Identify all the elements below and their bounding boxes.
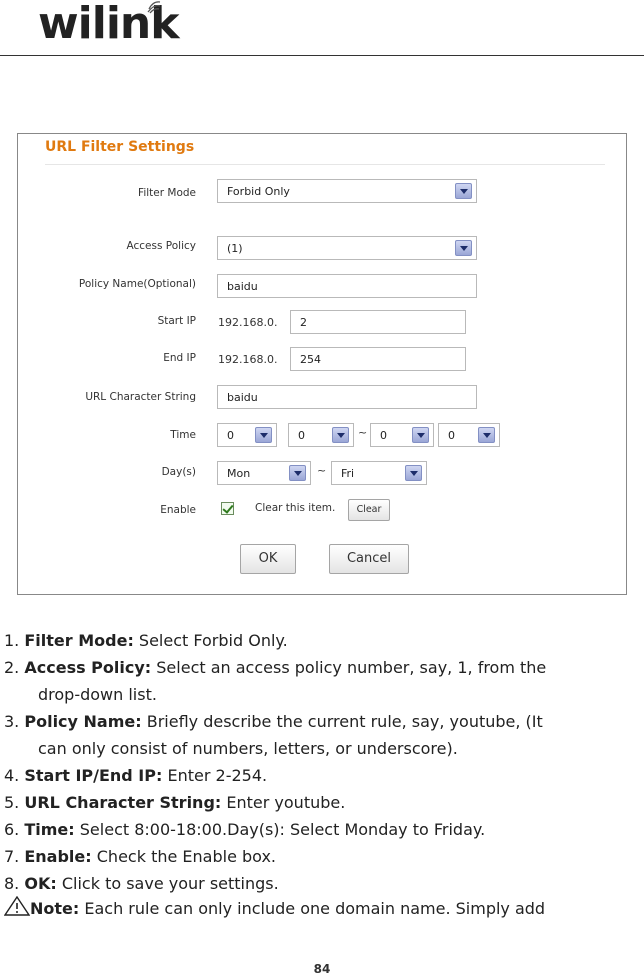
- chevron-down-icon: [455, 183, 472, 199]
- chevron-down-icon: [405, 465, 422, 481]
- page-header: [0, 0, 644, 56]
- access-policy-label: Access Policy: [126, 240, 196, 252]
- start-hour-select[interactable]: [217, 423, 277, 447]
- step-6: [4, 816, 640, 843]
- end-minute-value: 0: [448, 429, 455, 442]
- step-7: [4, 843, 640, 870]
- start-ip-prefix: 192.168.0.: [218, 316, 278, 329]
- brand-logo: wilink: [38, 0, 179, 49]
- chevron-down-icon: [289, 465, 306, 481]
- step-1: [4, 627, 640, 654]
- step-5: [4, 789, 640, 816]
- step-term: Policy Name:: [24, 712, 142, 731]
- chevron-down-icon: [412, 427, 429, 443]
- end-minute-select[interactable]: [438, 423, 500, 447]
- cancel-button[interactable]: Cancel: [329, 544, 409, 574]
- step-number: 4.: [4, 766, 20, 785]
- step-number: 7.: [4, 847, 20, 866]
- signal-wave-icon: [146, 0, 162, 14]
- step-text: Select an access policy number, say, 1, from the: [151, 658, 547, 677]
- access-policy-select[interactable]: [217, 236, 477, 260]
- day-range-separator: ~: [317, 464, 327, 477]
- step-term: Enable:: [24, 847, 92, 866]
- note-line: [4, 896, 545, 918]
- enable-checkbox[interactable]: [221, 502, 234, 515]
- end-ip-input[interactable]: 254: [290, 347, 466, 371]
- step-text: Briefly describe the current rule, say, youtube, (It: [141, 712, 543, 731]
- clear-item-label: Clear this item.: [255, 502, 336, 514]
- filter-mode-value: Forbid Only: [227, 185, 290, 198]
- step-term: Start IP/End IP:: [24, 766, 163, 785]
- url-string-label: URL Character String: [85, 391, 196, 403]
- start-ip-input[interactable]: 2: [290, 310, 466, 334]
- chevron-down-icon: [478, 427, 495, 443]
- start-minute-select[interactable]: [288, 423, 354, 447]
- step-continuation: can only consist of numbers, letters, or underscore).: [38, 739, 458, 758]
- policy-name-label: Policy Name(Optional): [78, 278, 196, 290]
- step-3: [4, 708, 640, 762]
- chevron-down-icon: [332, 427, 349, 443]
- filter-mode-select[interactable]: [217, 179, 477, 203]
- step-term: Access Policy:: [24, 658, 152, 677]
- step-number: 3.: [4, 712, 20, 731]
- note-text: Each rule can only include one domain name. Simply add: [79, 899, 546, 918]
- access-policy-value: (1): [227, 242, 243, 255]
- panel-title: URL Filter Settings: [45, 139, 195, 155]
- title-divider: [45, 164, 605, 165]
- filter-mode-label: Filter Mode: [138, 187, 196, 199]
- step-number: 6.: [4, 820, 20, 839]
- step-continuation: drop-down list.: [38, 685, 157, 704]
- step-term: URL Character String:: [24, 793, 222, 812]
- step-text: Enter 2-254.: [162, 766, 268, 785]
- step-text: Enter youtube.: [221, 793, 346, 812]
- step-text: Select Forbid Only.: [133, 631, 288, 650]
- step-8: [4, 870, 640, 897]
- step-number: 8.: [4, 874, 20, 893]
- start-hour-value: 0: [227, 429, 234, 442]
- clear-button[interactable]: Clear: [348, 499, 390, 521]
- end-hour-value: 0: [380, 429, 387, 442]
- time-range-separator: ~: [358, 426, 368, 439]
- day-to-select[interactable]: [331, 461, 427, 485]
- url-filter-screenshot: [17, 133, 627, 595]
- step-text: Click to save your settings.: [56, 874, 279, 893]
- note-label: Note:: [30, 899, 80, 918]
- step-text: Select 8:00-18:00.Day(s): Select Monday to Friday.: [74, 820, 486, 839]
- start-ip-label: Start IP: [157, 315, 196, 327]
- step-number: 5.: [4, 793, 20, 812]
- step-text: Check the Enable box.: [91, 847, 276, 866]
- end-ip-prefix: 192.168.0.: [218, 353, 278, 366]
- warning-triangle-icon: [4, 896, 30, 916]
- instruction-list: [4, 627, 640, 897]
- step-4: [4, 762, 640, 789]
- enable-label: Enable: [160, 504, 196, 516]
- start-minute-value: 0: [298, 429, 305, 442]
- policy-name-input[interactable]: baidu: [217, 274, 477, 298]
- days-label: Day(s): [161, 466, 196, 478]
- step-term: OK:: [24, 874, 57, 893]
- chevron-down-icon: [455, 240, 472, 256]
- step-number: 1.: [4, 631, 20, 650]
- step-term: Time:: [24, 820, 75, 839]
- step-number: 2.: [4, 658, 20, 677]
- chevron-down-icon: [255, 427, 272, 443]
- end-ip-label: End IP: [163, 352, 196, 364]
- page-number: 84: [313, 962, 331, 976]
- step-2: [4, 654, 640, 708]
- day-to-value: Fri: [341, 467, 355, 480]
- ok-button[interactable]: OK: [240, 544, 296, 574]
- step-term: Filter Mode:: [24, 631, 134, 650]
- day-from-value: Mon: [227, 467, 251, 480]
- end-hour-select[interactable]: [370, 423, 434, 447]
- url-string-input[interactable]: baidu: [217, 385, 477, 409]
- day-from-select[interactable]: [217, 461, 311, 485]
- time-label: Time: [170, 429, 196, 441]
